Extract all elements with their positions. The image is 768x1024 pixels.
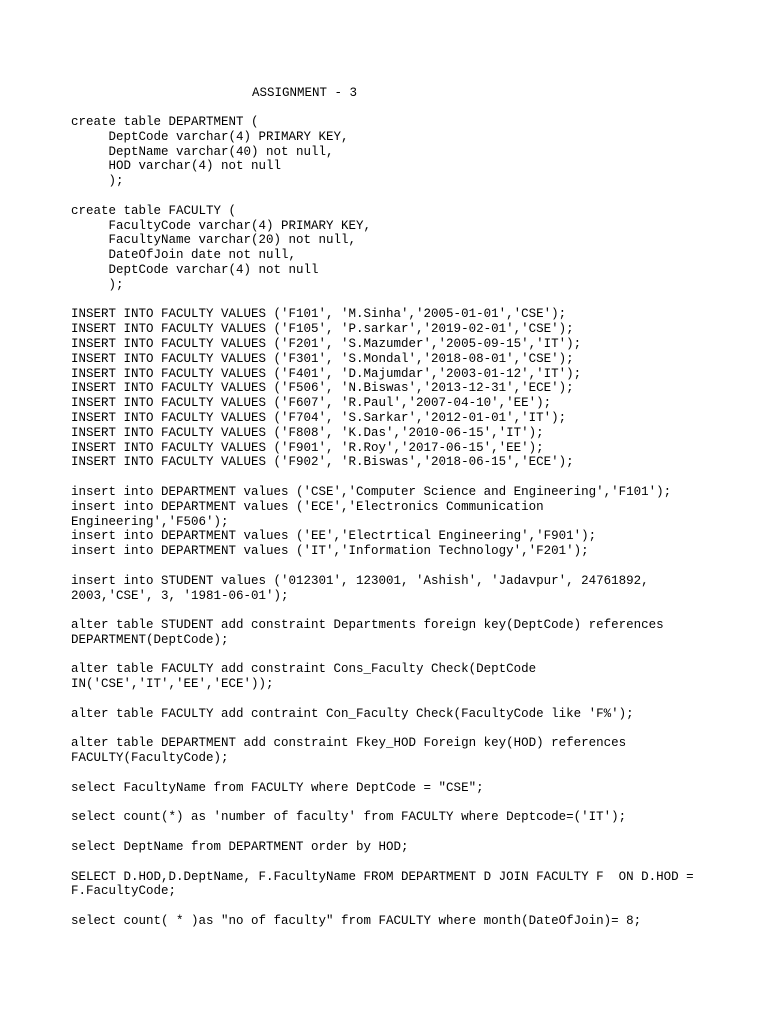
code-line: FACULTY(FacultyCode); [71,751,229,766]
code-line: alter table FACULTY add constraint Cons_Faculty Check(DeptCode [71,662,537,677]
code-line: DeptCode varchar(4) not null [71,262,319,277]
code-line: create table FACULTY ( [71,203,237,218]
code-line: create table DEPARTMENT ( [71,115,259,129]
code-line: INSERT INTO FACULTY VALUES ('F607', 'R.Paul','2007-04-10','EE'); [71,396,552,411]
code-line: insert into STUDENT values ('012301', 123001, 'Ashish', 'Jadavpur', 24761892, [71,573,649,588]
code-line: INSERT INTO FACULTY VALUES ('F301', 'S.Mondal','2018-08-01','CSE'); [71,351,574,366]
blank-line [71,692,711,707]
code-line: INSERT INTO FACULTY VALUES ('F101', 'M.Sinha','2005-01-01','CSE'); [71,307,567,322]
code-line: INSERT INTO FACULTY VALUES ('F902', 'R.Biswas','2018-06-15','ECE'); [71,455,574,470]
blank-line [71,899,711,914]
code-line: select count( * )as "no of faculty" from FACULTY where month(DateOfJoin)= 8; [71,914,642,929]
code-line: INSERT INTO FACULTY VALUES ('F901', 'R.Roy','2017-06-15','EE'); [71,440,544,455]
blank-line [71,722,711,737]
code-line: insert into DEPARTMENT values ('IT','Information Technology','F201'); [71,544,589,559]
code-line: INSERT INTO FACULTY VALUES ('F105', 'P.sarkar','2019-02-01','CSE'); [71,322,574,337]
blank-line [71,855,711,870]
code-line: alter table DEPARTMENT add constraint Fkey_HOD Foreign key(HOD) references [71,736,627,751]
document-title: ASSIGNMENT - 3 [252,86,358,100]
code-line: insert into DEPARTMENT values ('CSE','Computer Science and Engineering','F101'); [71,484,672,499]
code-line: select DeptName from DEPARTMENT order by HOD; [71,840,409,855]
code-line: 2003,'CSE', 3, '1981-06-01'); [71,588,289,603]
blank-line [71,648,711,663]
code-line: alter table STUDENT add constraint Departments foreign key(DeptCode) references [71,618,664,633]
code-line: INSERT INTO FACULTY VALUES ('F808', 'K.Das','2010-06-15','IT'); [71,425,544,440]
code-line: ); [71,277,124,292]
code-line: HOD varchar(4) not null [71,159,282,174]
code-line: DEPARTMENT(DeptCode); [71,632,229,647]
blank-line [71,470,711,485]
code-line: insert into DEPARTMENT values ('EE','Electrtical Engineering','F901'); [71,529,597,544]
code-line: DeptName varchar(40) not null, [71,144,334,159]
code-line: F.FacultyCode; [71,884,177,899]
code-line: INSERT INTO FACULTY VALUES ('F506', 'N.Biswas','2013-12-31','ECE'); [71,381,574,396]
blank-line [71,766,711,781]
code-line: INSERT INTO FACULTY VALUES ('F401', 'D.Majumdar','2003-01-12','IT'); [71,366,582,381]
blank-line [71,603,711,618]
code-line: INSERT INTO FACULTY VALUES ('F704', 'S.Sarkar','2012-01-01','IT'); [71,410,567,425]
code-line: insert into DEPARTMENT values ('ECE','Electronics Communication [71,499,544,514]
code-line: ); [71,174,124,189]
code-line: Engineering','F506'); [71,514,229,529]
code-line: IN('CSE','IT','EE','ECE')); [71,677,274,692]
code-line: DateOfJoin date not null, [71,248,297,263]
code-line: FacultyCode varchar(4) PRIMARY KEY, [71,218,372,233]
code-line: select count(*) as 'number of faculty' from FACULTY where Deptcode=('IT'); [71,810,627,825]
blank-line [71,825,711,840]
code-line: INSERT INTO FACULTY VALUES ('F201', 'S.Mazumder','2005-09-15','IT'); [71,336,582,351]
code-line: DeptCode varchar(4) PRIMARY KEY, [71,129,349,144]
code-line: FacultyName varchar(20) not null, [71,233,357,248]
blank-line [71,796,711,811]
blank-line [71,293,711,308]
code-line: SELECT D.HOD,D.DeptName, F.FacultyName FROM DEPARTMENT D JOIN FACULTY F ON D.HOD = [71,869,694,884]
blank-line [71,559,711,574]
sql-code-block [71,115,711,929]
code-line: alter table FACULTY add contraint Con_Faculty Check(FacultyCode like 'F%'); [71,706,634,721]
blank-line [71,189,711,204]
code-line: select FacultyName from FACULTY where DeptCode = "CSE"; [71,780,484,795]
